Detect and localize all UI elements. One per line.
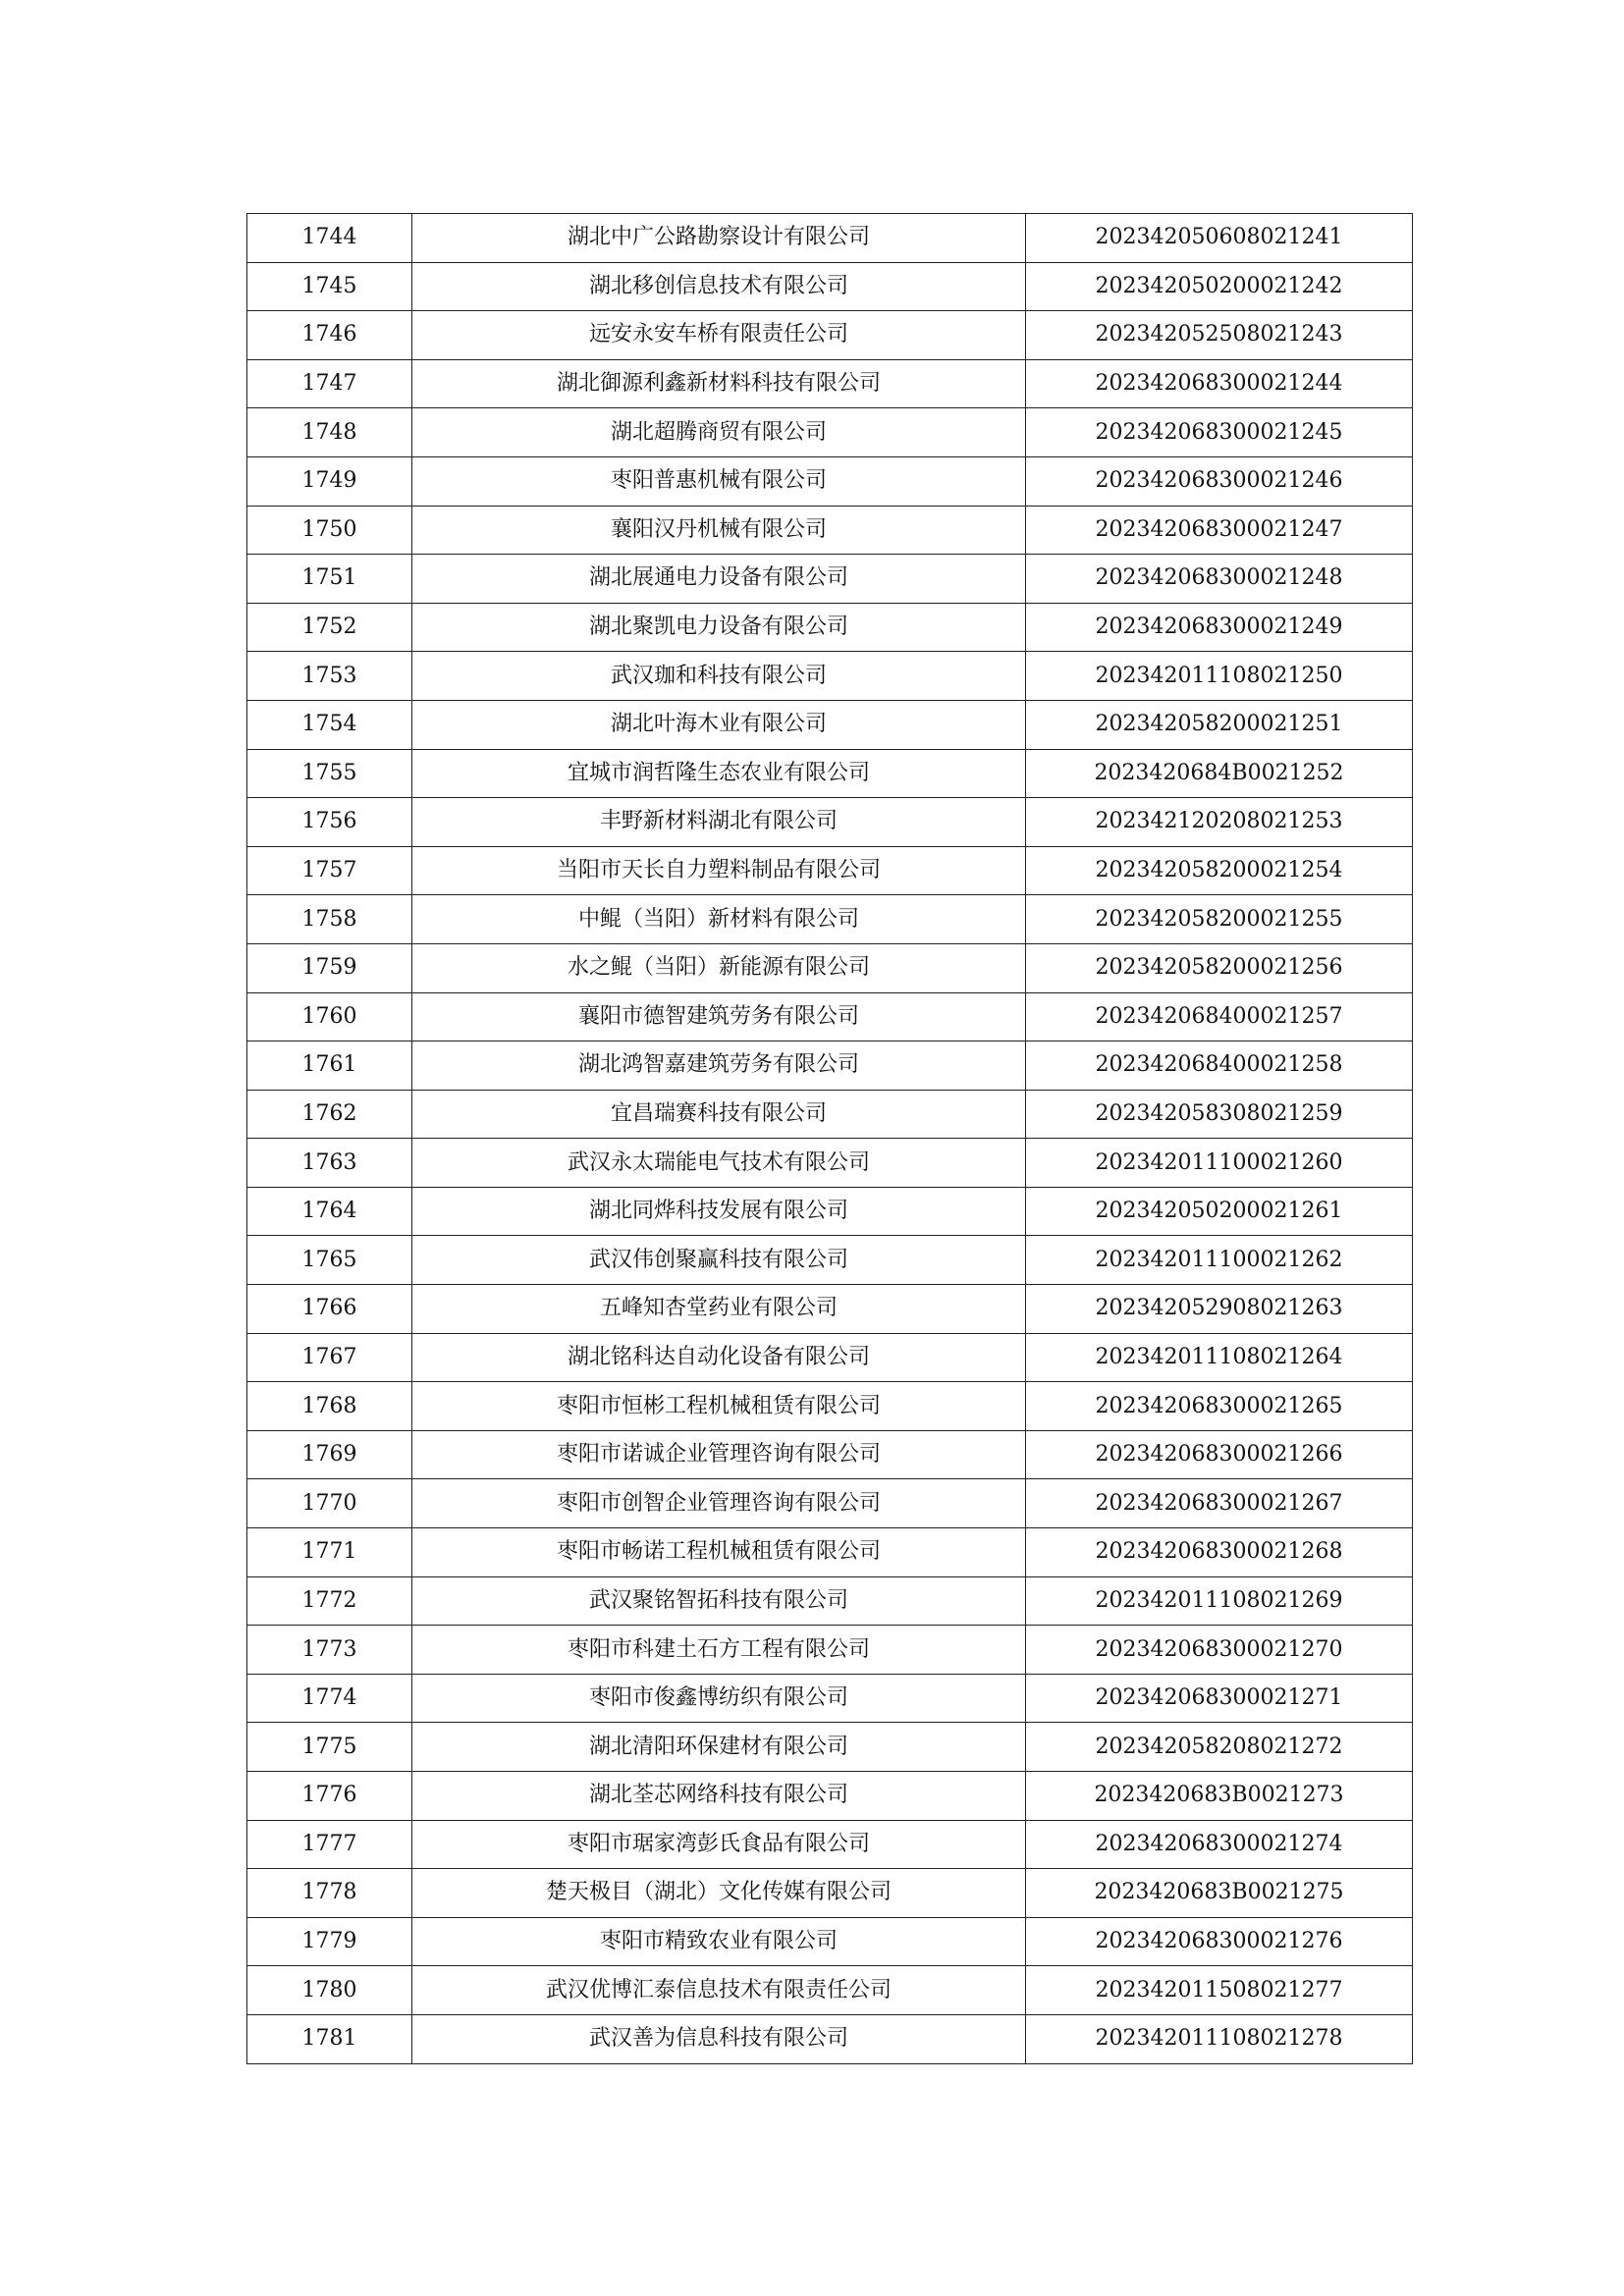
row-number: 1767 <box>247 1333 412 1382</box>
registration-code: 202342058200021254 <box>1026 846 1413 895</box>
company-name: 湖北中广公路勘察设计有限公司 <box>412 214 1026 263</box>
registration-code: 202342011108021264 <box>1026 1333 1413 1382</box>
table-row <box>247 1479 1413 1528</box>
row-number: 1769 <box>247 1430 412 1479</box>
row-number: 1763 <box>247 1139 412 1188</box>
row-number: 1765 <box>247 1236 412 1285</box>
row-number: 1758 <box>247 895 412 944</box>
company-name: 湖北铭科达自动化设备有限公司 <box>412 1333 1026 1382</box>
registration-code: 2023420684B0021252 <box>1026 749 1413 798</box>
company-name: 湖北荃芯网络科技有限公司 <box>412 1772 1026 1821</box>
row-number: 1780 <box>247 1966 412 2015</box>
table-row <box>247 1723 1413 1772</box>
table-row <box>247 1917 1413 1966</box>
registration-code: 202342068300021247 <box>1026 506 1413 555</box>
row-number: 1757 <box>247 846 412 895</box>
table-row <box>247 846 1413 895</box>
registration-code: 2023420683B0021273 <box>1026 1772 1413 1821</box>
registration-code: 202342120208021253 <box>1026 798 1413 847</box>
registration-code: 202342058200021255 <box>1026 895 1413 944</box>
registration-code: 202342058208021272 <box>1026 1723 1413 1772</box>
table-row <box>247 700 1413 749</box>
company-name: 五峰知杏堂药业有限公司 <box>412 1285 1026 1334</box>
table-row <box>247 1236 1413 1285</box>
company-roster-table <box>246 213 1413 2064</box>
company-name: 襄阳市德智建筑劳务有限公司 <box>412 992 1026 1041</box>
registration-code: 202342011508021277 <box>1026 1966 1413 2015</box>
row-number: 1761 <box>247 1041 412 1091</box>
table-row <box>247 1382 1413 1431</box>
company-name: 湖北鸿智嘉建筑劳务有限公司 <box>412 1041 1026 1091</box>
company-name: 枣阳市琚家湾彭氏食品有限公司 <box>412 1820 1026 1869</box>
table-row <box>247 1820 1413 1869</box>
registration-code: 202342068300021246 <box>1026 456 1413 506</box>
company-name: 枣阳普惠机械有限公司 <box>412 456 1026 506</box>
row-number: 1759 <box>247 943 412 992</box>
row-number: 1751 <box>247 555 412 604</box>
table-row <box>247 652 1413 701</box>
registration-code: 202342011108021250 <box>1026 652 1413 701</box>
row-number: 1771 <box>247 1528 412 1577</box>
row-number: 1774 <box>247 1674 412 1723</box>
company-name: 枣阳市诺诚企业管理咨询有限公司 <box>412 1430 1026 1479</box>
row-number: 1756 <box>247 798 412 847</box>
table-row <box>247 943 1413 992</box>
row-number: 1778 <box>247 1869 412 1918</box>
row-number: 1766 <box>247 1285 412 1334</box>
row-number: 1748 <box>247 408 412 457</box>
row-number: 1779 <box>247 1917 412 1966</box>
row-number: 1745 <box>247 262 412 311</box>
row-number: 1762 <box>247 1090 412 1139</box>
table-row <box>247 1869 1413 1918</box>
company-name: 枣阳市精致农业有限公司 <box>412 1917 1026 1966</box>
company-name: 水之鲲（当阳）新能源有限公司 <box>412 943 1026 992</box>
table-row <box>247 798 1413 847</box>
registration-code: 202342068400021258 <box>1026 1041 1413 1091</box>
registration-code: 2023420683B0021275 <box>1026 1869 1413 1918</box>
table-row <box>247 262 1413 311</box>
table-row <box>247 2014 1413 2063</box>
company-name: 湖北移创信息技术有限公司 <box>412 262 1026 311</box>
company-name: 湖北同烨科技发展有限公司 <box>412 1187 1026 1236</box>
table-row <box>247 1285 1413 1334</box>
row-number: 1776 <box>247 1772 412 1821</box>
registration-code: 202342068400021257 <box>1026 992 1413 1041</box>
company-name: 枣阳市俊鑫博纺织有限公司 <box>412 1674 1026 1723</box>
row-number: 1755 <box>247 749 412 798</box>
registration-code: 202342050608021241 <box>1026 214 1413 263</box>
registration-code: 202342068300021268 <box>1026 1528 1413 1577</box>
row-number: 1764 <box>247 1187 412 1236</box>
row-number: 1760 <box>247 992 412 1041</box>
row-number: 1777 <box>247 1820 412 1869</box>
registration-code: 202342052908021263 <box>1026 1285 1413 1334</box>
company-name: 襄阳汉丹机械有限公司 <box>412 506 1026 555</box>
table-row <box>247 1187 1413 1236</box>
row-number: 1781 <box>247 2014 412 2063</box>
registration-code: 202342011108021278 <box>1026 2014 1413 2063</box>
company-name: 丰野新材料湖北有限公司 <box>412 798 1026 847</box>
row-number: 1753 <box>247 652 412 701</box>
registration-code: 202342068300021265 <box>1026 1382 1413 1431</box>
table-row <box>247 456 1413 506</box>
company-name: 当阳市天长自力塑料制品有限公司 <box>412 846 1026 895</box>
table-row <box>247 749 1413 798</box>
company-name: 宜城市润哲隆生态农业有限公司 <box>412 749 1026 798</box>
registration-code: 202342068300021248 <box>1026 555 1413 604</box>
registration-code: 202342068300021245 <box>1026 408 1413 457</box>
table-row <box>247 1772 1413 1821</box>
row-number: 1775 <box>247 1723 412 1772</box>
table-row <box>247 1674 1413 1723</box>
table-row <box>247 214 1413 263</box>
registration-code: 202342058200021251 <box>1026 700 1413 749</box>
table-row <box>247 506 1413 555</box>
registration-code: 202342068300021270 <box>1026 1626 1413 1675</box>
company-name: 远安永安车桥有限责任公司 <box>412 311 1026 360</box>
registration-code: 202342068300021274 <box>1026 1820 1413 1869</box>
registration-code: 202342068300021271 <box>1026 1674 1413 1723</box>
row-number: 1768 <box>247 1382 412 1431</box>
row-number: 1773 <box>247 1626 412 1675</box>
company-name: 枣阳市畅诺工程机械租赁有限公司 <box>412 1528 1026 1577</box>
table-row <box>247 555 1413 604</box>
company-name: 湖北御源利鑫新材料科技有限公司 <box>412 359 1026 408</box>
table-row <box>247 992 1413 1041</box>
company-name: 楚天极目（湖北）文化传媒有限公司 <box>412 1869 1026 1918</box>
table-row <box>247 1626 1413 1675</box>
company-name: 湖北展通电力设备有限公司 <box>412 555 1026 604</box>
table-row <box>247 311 1413 360</box>
row-number: 1749 <box>247 456 412 506</box>
company-name: 武汉伟创聚赢科技有限公司 <box>412 1236 1026 1285</box>
table-row <box>247 359 1413 408</box>
company-name: 武汉珈和科技有限公司 <box>412 652 1026 701</box>
table-row <box>247 408 1413 457</box>
registration-code: 202342011100021260 <box>1026 1139 1413 1188</box>
registration-code: 202342011108021269 <box>1026 1576 1413 1626</box>
table-row <box>247 1041 1413 1091</box>
table-row <box>247 1333 1413 1382</box>
registration-code: 202342050200021242 <box>1026 262 1413 311</box>
company-name: 湖北聚凯电力设备有限公司 <box>412 603 1026 652</box>
table-row <box>247 1528 1413 1577</box>
row-number: 1770 <box>247 1479 412 1528</box>
table-row <box>247 603 1413 652</box>
registration-code: 202342058200021256 <box>1026 943 1413 992</box>
company-name: 武汉聚铭智拓科技有限公司 <box>412 1576 1026 1626</box>
company-name: 枣阳市恒彬工程机械租赁有限公司 <box>412 1382 1026 1431</box>
row-number: 1752 <box>247 603 412 652</box>
registration-code: 202342068300021266 <box>1026 1430 1413 1479</box>
company-name: 枣阳市科建土石方工程有限公司 <box>412 1626 1026 1675</box>
company-name: 湖北叶海木业有限公司 <box>412 700 1026 749</box>
table-row <box>247 1576 1413 1626</box>
company-name: 湖北清阳环保建材有限公司 <box>412 1723 1026 1772</box>
table-row <box>247 1430 1413 1479</box>
registration-code: 202342011100021262 <box>1026 1236 1413 1285</box>
registration-code: 202342058308021259 <box>1026 1090 1413 1139</box>
registration-code: 202342068300021276 <box>1026 1917 1413 1966</box>
company-name: 湖北超腾商贸有限公司 <box>412 408 1026 457</box>
row-number: 1747 <box>247 359 412 408</box>
table-row <box>247 895 1413 944</box>
table-row <box>247 1139 1413 1188</box>
table-row <box>247 1090 1413 1139</box>
company-name: 武汉善为信息科技有限公司 <box>412 2014 1026 2063</box>
table-row <box>247 1966 1413 2015</box>
row-number: 1754 <box>247 700 412 749</box>
company-name: 宜昌瑞赛科技有限公司 <box>412 1090 1026 1139</box>
company-name: 中鲲（当阳）新材料有限公司 <box>412 895 1026 944</box>
row-number: 1744 <box>247 214 412 263</box>
row-number: 1772 <box>247 1576 412 1626</box>
registration-code: 202342050200021261 <box>1026 1187 1413 1236</box>
registration-code: 202342068300021267 <box>1026 1479 1413 1528</box>
row-number: 1746 <box>247 311 412 360</box>
registration-code: 202342052508021243 <box>1026 311 1413 360</box>
company-name: 枣阳市创智企业管理咨询有限公司 <box>412 1479 1026 1528</box>
registration-code: 202342068300021244 <box>1026 359 1413 408</box>
row-number: 1750 <box>247 506 412 555</box>
company-name: 武汉优博汇泰信息技术有限责任公司 <box>412 1966 1026 2015</box>
registration-code: 202342068300021249 <box>1026 603 1413 652</box>
company-name: 武汉永太瑞能电气技术有限公司 <box>412 1139 1026 1188</box>
